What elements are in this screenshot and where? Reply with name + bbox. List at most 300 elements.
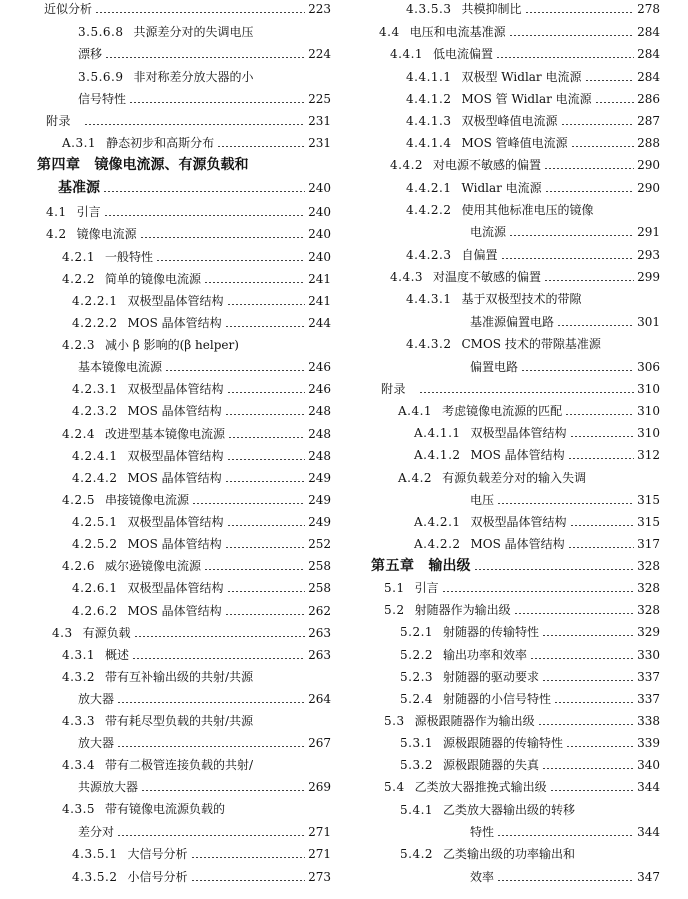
toc-entry[interactable]: [384, 577, 660, 599]
toc-entry-number: A.4.2.1: [414, 515, 461, 529]
toc-entry-number: 5.3.1: [400, 736, 434, 750]
toc-entry-title: 射随器的驱动要求: [443, 670, 540, 684]
toc-entry-title: 特性: [470, 825, 495, 839]
toc-entry-title: 带有互补输出级的共射/共源: [105, 670, 254, 684]
toc-entry[interactable]: [62, 268, 331, 290]
toc-entry-title: 简单的镜像电流源: [105, 272, 202, 286]
toc-entry-page: 241: [308, 272, 331, 286]
toc-entry[interactable]: [62, 798, 225, 820]
toc-entry[interactable]: [400, 644, 660, 666]
dot-leader: [104, 215, 305, 216]
toc-entry-page: 240: [308, 250, 331, 264]
toc-entry-number: 5.2.2: [400, 648, 434, 662]
toc-entry-title: 双极型晶体管结构: [127, 382, 224, 396]
toc-entry[interactable]: [414, 444, 660, 466]
dot-leader: [542, 680, 634, 681]
dot-leader: [225, 547, 305, 548]
toc-entry-number: 4.2: [46, 227, 67, 241]
toc-entry-page: 338: [637, 714, 660, 728]
toc-entry-page: 263: [308, 626, 331, 640]
toc-entry-number: A.4.2: [398, 471, 433, 485]
toc-entry[interactable]: [62, 132, 331, 154]
toc-entry-page: 262: [308, 604, 331, 618]
toc-entry[interactable]: [398, 400, 660, 422]
toc-entry-number: 5.2.4: [400, 692, 434, 706]
toc-entry[interactable]: [72, 866, 331, 888]
toc-entry[interactable]: [72, 290, 331, 312]
toc-entry-number: 4.4.1: [390, 47, 424, 61]
toc-entry[interactable]: [62, 334, 239, 356]
toc-entry-page: 252: [308, 537, 331, 551]
toc-entry-page: 271: [308, 847, 331, 861]
toc-entry-number: 4.3.2: [62, 670, 96, 684]
toc-entry[interactable]: [72, 577, 331, 599]
toc-entry-page: 244: [308, 316, 331, 330]
toc-entry-number: 4.2.5.2: [72, 537, 118, 551]
toc-entry-number: 4.1: [46, 205, 67, 219]
toc-entry-number: A.3.1: [62, 136, 97, 150]
dot-leader: [228, 437, 305, 438]
toc-entry-page: 258: [308, 581, 331, 595]
toc-entry-title: 有源负载差分对的输入失调: [442, 471, 587, 485]
toc-entry-title: 射随器作为输出级: [414, 603, 511, 617]
dot-leader: [474, 569, 635, 570]
toc-entry[interactable]: [400, 843, 575, 865]
toc-entry-page: 337: [637, 692, 660, 706]
toc-entry[interactable]: [406, 88, 660, 110]
toc-entry-page: 329: [637, 625, 660, 639]
toc-entry-number: A.4.2.2: [414, 537, 461, 551]
toc-entry-number: 第四章: [37, 157, 81, 173]
toc-entry[interactable]: [406, 199, 594, 221]
dot-leader: [141, 790, 305, 791]
dot-leader: [227, 459, 306, 460]
toc-entry-number: A.4.1: [398, 404, 433, 418]
toc-entry-number: 5.4.1: [400, 803, 434, 817]
toc-entry[interactable]: [62, 489, 331, 511]
toc-entry-title: 射随器的小信号特性: [443, 692, 552, 706]
dot-leader: [84, 124, 305, 125]
toc-entry-title: 差分对: [78, 825, 115, 839]
toc-entry-number: A.4.1.1: [414, 426, 461, 440]
dot-leader: [544, 280, 634, 281]
toc-entry[interactable]: [78, 66, 254, 88]
dot-leader: [514, 613, 634, 614]
toc-entry-title: 输出功率和效率: [443, 648, 528, 662]
toc-entry-title: 使用其他标准电压的镜像: [461, 203, 594, 217]
toc-entry-number: 4.2.5: [62, 493, 96, 507]
toc-entry-number: 4.3.5.3: [406, 2, 452, 16]
toc-entry-title: MOS 晶体管结构: [127, 537, 222, 551]
toc-entry-page: 284: [637, 47, 660, 61]
toc-entry-number: 4.3.1: [62, 648, 96, 662]
toc-entry-page: 248: [308, 404, 331, 418]
toc-chapter-entry[interactable]: [371, 555, 660, 577]
toc-entry-number: 4.4.2: [390, 158, 424, 172]
dot-leader: [156, 260, 305, 261]
toc-entry-page: 246: [308, 382, 331, 396]
toc-entry-title: 双极型峰值电流源: [461, 114, 558, 128]
toc-entry[interactable]: [406, 110, 660, 132]
toc-entry-title: 带有二极管连接负载的共射/: [105, 758, 254, 772]
toc-entry-number: 4.2.6.1: [72, 581, 118, 595]
dot-leader: [530, 658, 634, 659]
toc-entry-page: 224: [308, 47, 331, 61]
toc-entry-number: 3.5.6.8: [78, 25, 124, 39]
toc-entry-number: 第五章: [371, 558, 415, 574]
toc-entry-title: 共模抑制比: [461, 2, 522, 16]
toc-entry[interactable]: [78, 356, 331, 378]
dot-leader: [192, 503, 305, 504]
toc-entry-title: 考虑镜像电流源的匹配: [442, 404, 563, 418]
toc-entry-number: 附录: [46, 114, 72, 128]
toc-entry-title: MOS 管峰值电流源: [461, 136, 568, 150]
toc-entry[interactable]: [400, 799, 575, 821]
toc-entry-number: 4.2.4.1: [72, 449, 118, 463]
toc-entry-number: 4.4.2.1: [406, 181, 452, 195]
toc-right-column: [344, 0, 688, 899]
toc-entry-number: 4.4: [379, 25, 400, 39]
dot-leader: [227, 525, 306, 526]
dot-leader: [557, 325, 634, 326]
toc-entry[interactable]: [78, 776, 331, 798]
dot-leader: [554, 702, 634, 703]
toc-entry-number: 4.4.1.3: [406, 114, 452, 128]
toc-entry-title: 基本镜像电流源: [78, 360, 163, 374]
toc-entry-page: 347: [637, 870, 660, 884]
toc-entry[interactable]: [470, 311, 660, 333]
toc-entry-title: 双极型晶体管结构: [127, 515, 224, 529]
toc-entry[interactable]: [78, 88, 331, 110]
toc-entry-number: 4.2.2.2: [72, 316, 118, 330]
toc-entry[interactable]: [400, 621, 660, 643]
toc-entry[interactable]: [78, 21, 254, 43]
toc-entry[interactable]: [46, 110, 331, 132]
toc-entry-number: 4.4.1.1: [406, 70, 452, 84]
toc-entry-page: 293: [637, 248, 660, 262]
toc-entry-page: 271: [308, 825, 331, 839]
toc-entry-number: 4.2.5.1: [72, 515, 118, 529]
dot-leader: [497, 835, 634, 836]
toc-entry-page: 264: [308, 692, 331, 706]
toc-entry[interactable]: [62, 754, 253, 776]
dot-leader: [225, 414, 305, 415]
toc-entry[interactable]: [46, 201, 331, 223]
toc-entry-page: 315: [637, 493, 660, 507]
toc-entry-title: 威尔逊镜像电流源: [105, 559, 202, 573]
toc-entry[interactable]: [62, 246, 331, 268]
dot-leader: [497, 880, 634, 881]
toc-entry-page: 344: [637, 825, 660, 839]
toc-entry-page: 301: [637, 315, 660, 329]
toc-entry-number: 4.4.2.3: [406, 248, 452, 262]
toc-entry-title: 双极型晶体管结构: [127, 449, 224, 463]
toc-entry-page: 241: [308, 294, 331, 308]
toc-entry-page: 328: [637, 581, 660, 595]
toc-entry-number: 5.1: [384, 581, 405, 595]
dot-leader: [496, 57, 634, 58]
toc-entry[interactable]: [72, 533, 331, 555]
dot-leader: [570, 525, 635, 526]
toc-entry-page: 284: [637, 25, 660, 39]
toc-entry[interactable]: [72, 843, 331, 865]
toc-entry-page: 225: [308, 92, 331, 106]
dot-leader: [497, 503, 634, 504]
dot-leader: [217, 146, 305, 147]
dot-leader: [509, 35, 634, 36]
toc-entry-title: 改进型基本镜像电流源: [105, 427, 226, 441]
toc-entry-page: 240: [308, 227, 331, 241]
toc-entry-page: 249: [308, 471, 331, 485]
toc-entry-page: 248: [308, 449, 331, 463]
toc-entry-title: 一般特性: [105, 250, 154, 264]
toc-entry-title: Widlar 电流源: [461, 181, 542, 195]
toc-entry[interactable]: [72, 445, 331, 467]
toc-entry-page: 312: [637, 448, 660, 462]
toc-entry[interactable]: [72, 511, 331, 533]
toc-chapter-entry[interactable]: [37, 154, 249, 176]
toc-entry[interactable]: [390, 266, 660, 288]
toc-entry-number: 4.2.4.2: [72, 471, 118, 485]
toc-entry[interactable]: [400, 688, 660, 710]
dot-leader: [419, 392, 634, 393]
toc-entry-page: 340: [637, 758, 660, 772]
dot-leader: [191, 857, 306, 858]
toc-entry-title: 大信号分析: [127, 847, 188, 861]
toc-entry-number: 4.2.2.1: [72, 294, 118, 308]
toc-entry-title: CMOS 技术的带隙基准源: [461, 337, 601, 351]
dot-leader: [595, 102, 634, 103]
toc-entry-title: 双极型 Widlar 电流源: [461, 70, 582, 84]
dot-leader: [570, 436, 635, 437]
toc-entry-number: 4.2.4: [62, 427, 96, 441]
toc-entry[interactable]: [406, 244, 660, 266]
toc-entry-title: MOS 晶体管结构: [127, 604, 222, 618]
dot-leader: [165, 370, 305, 371]
toc-entry-page: 310: [637, 404, 660, 418]
toc-entry[interactable]: [62, 710, 253, 732]
toc-entry[interactable]: [390, 43, 660, 65]
toc-chapter-entry[interactable]: [58, 177, 331, 199]
dot-leader: [544, 168, 634, 169]
toc-entry[interactable]: [78, 732, 331, 754]
dot-leader: [95, 12, 305, 13]
toc-entry-number: 4.4.3: [390, 270, 424, 284]
toc-entry[interactable]: [406, 66, 660, 88]
toc-entry-title: MOS 晶体管结构: [470, 537, 565, 551]
dot-leader: [521, 370, 634, 371]
toc-entry[interactable]: [400, 754, 660, 776]
toc-entry-title: 镜像电流源、有源负载和: [94, 157, 249, 173]
toc-entry-title: 引言: [414, 581, 439, 595]
toc-entry-page: 315: [637, 515, 660, 529]
toc-entry-title: 双极型晶体管结构: [127, 294, 224, 308]
dot-leader: [568, 458, 634, 459]
dot-leader: [204, 282, 305, 283]
toc-entry[interactable]: [78, 43, 331, 65]
toc-entry-page: 240: [308, 181, 331, 195]
toc-entry[interactable]: [72, 312, 331, 334]
toc-entry-title: 放大器: [78, 736, 115, 750]
dot-leader: [129, 102, 305, 103]
toc-entry[interactable]: [414, 533, 660, 555]
toc-entry[interactable]: [470, 866, 660, 888]
toc-entry[interactable]: [62, 423, 331, 445]
toc-entry-page: 278: [637, 2, 660, 16]
toc-entry-number: 4.2.6: [62, 559, 96, 573]
toc-entry[interactable]: [390, 154, 660, 176]
toc-entry-number: 3.5.6.9: [78, 70, 124, 84]
toc-entry[interactable]: [381, 378, 660, 400]
dot-leader: [227, 392, 306, 393]
toc-entry-title: 偏置电路: [470, 360, 519, 374]
toc-entry-page: 240: [308, 205, 331, 219]
dot-leader: [509, 235, 634, 236]
dot-leader: [225, 326, 305, 327]
toc-entry-title: 电压和电流基准源: [409, 25, 506, 39]
toc-entry[interactable]: [44, 0, 331, 20]
toc-entry-title: 乙类放大器推挽式输出级: [414, 780, 547, 794]
toc-entry-title: 静态初步和高斯分布: [106, 136, 215, 150]
toc-entry-number: 4.3.5: [62, 802, 96, 816]
toc-entry-number: 4.4.1.2: [406, 92, 452, 106]
toc-entry-page: 290: [637, 181, 660, 195]
toc-entry[interactable]: [406, 0, 660, 20]
toc-entry-number: 5.2: [384, 603, 405, 617]
toc-entry[interactable]: [62, 644, 331, 666]
dot-leader: [542, 768, 634, 769]
toc-entry-page: 223: [308, 2, 331, 16]
toc-entry[interactable]: [52, 622, 331, 644]
toc-entry-title: 信号特性: [78, 92, 127, 106]
toc-entry-page: 246: [308, 360, 331, 374]
toc-entry[interactable]: [384, 599, 660, 621]
toc-entry[interactable]: [414, 422, 660, 444]
toc-entry-number: 4.4.3.1: [406, 292, 452, 306]
toc-entry-title: 乙类放大器输出级的转移: [443, 803, 576, 817]
toc-entry[interactable]: [46, 223, 331, 245]
dot-leader: [568, 547, 634, 548]
toc-entry-number: 4.2.1: [62, 250, 96, 264]
toc-entry-number: 4.2.2: [62, 272, 96, 286]
toc-entry[interactable]: [379, 21, 660, 43]
toc-entry[interactable]: [400, 666, 660, 688]
dot-leader: [501, 258, 635, 259]
toc-entry[interactable]: [398, 467, 586, 489]
toc-entry-title: 近似分析: [44, 2, 93, 16]
dot-leader: [550, 790, 634, 791]
toc-entry-title: 减小 β 影响的(β helper): [105, 338, 239, 352]
toc-entry-page: 291: [637, 225, 660, 239]
toc-entry-title: 有源负载: [82, 626, 131, 640]
toc-entry-page: 306: [637, 360, 660, 374]
toc-entry[interactable]: [78, 688, 331, 710]
toc-entry-number: 5.4.2: [400, 847, 434, 861]
toc-entry[interactable]: [470, 489, 660, 511]
toc-entry-number: 4.4.2.2: [406, 203, 452, 217]
toc-entry-title: 乙类输出级的功率输出和: [443, 847, 576, 861]
toc-entry-page: 328: [637, 559, 660, 573]
dot-leader: [134, 636, 305, 637]
toc-entry[interactable]: [400, 732, 660, 754]
dot-leader: [225, 614, 305, 615]
dot-leader: [525, 12, 635, 13]
toc-entry-number: 4.3.5.1: [72, 847, 118, 861]
toc-entry-title: 双极型晶体管结构: [127, 581, 224, 595]
toc-entry[interactable]: [406, 132, 660, 154]
toc-entry[interactable]: [62, 555, 331, 577]
toc-entry[interactable]: [72, 467, 331, 489]
toc-entry-page: 248: [308, 427, 331, 441]
toc-entry-title: 源极跟随器的传输特性: [443, 736, 564, 750]
toc-entry-title: 带有耗尽型负载的共射/共源: [105, 714, 254, 728]
toc-entry-title: MOS 管 Widlar 电流源: [461, 92, 592, 106]
dot-leader: [117, 835, 305, 836]
toc-entry-page: 344: [637, 780, 660, 794]
dot-leader: [132, 658, 305, 659]
dot-leader: [442, 591, 634, 592]
toc-entry[interactable]: [406, 177, 660, 199]
toc-entry[interactable]: [72, 378, 331, 400]
toc-entry[interactable]: [384, 710, 660, 732]
toc-entry-title: 基准源: [58, 180, 100, 196]
toc-entry[interactable]: [72, 400, 331, 422]
toc-entry-page: 328: [637, 603, 660, 617]
toc-entry-page: 310: [637, 426, 660, 440]
toc-entry-page: 249: [308, 493, 331, 507]
toc-entry-number: 4.2.3: [62, 338, 96, 352]
toc-entry-page: 330: [637, 648, 660, 662]
toc-entry-number: A.4.1.2: [414, 448, 461, 462]
toc-entry-page: 269: [308, 780, 331, 794]
toc-entry-title: 低电流偏置: [433, 47, 494, 61]
toc-entry-page: 249: [308, 515, 331, 529]
toc-entry-title: 串接镜像电流源: [105, 493, 190, 507]
toc-entry-title: 电压: [470, 493, 495, 507]
toc-entry-title: 输出级: [428, 558, 471, 574]
toc-entry-title: 双极型晶体管结构: [470, 426, 567, 440]
toc-entry[interactable]: [384, 776, 660, 798]
toc-entry[interactable]: [406, 333, 601, 355]
toc-entry[interactable]: [406, 288, 582, 310]
toc-entry-title: 共源差分对的失调电压: [133, 25, 254, 39]
dot-leader: [585, 80, 635, 81]
toc-entry-number: 4.4.1.4: [406, 136, 452, 150]
dot-leader: [565, 414, 634, 415]
dot-leader: [117, 746, 305, 747]
toc-entry-number: 4.3.3: [62, 714, 96, 728]
dot-leader: [227, 304, 306, 305]
toc-entry-page: 231: [308, 136, 331, 150]
toc-entry[interactable]: [62, 666, 253, 688]
toc-entry-number: 5.2.1: [400, 625, 434, 639]
toc-entry-number: 4.2.6.2: [72, 604, 118, 618]
toc-entry[interactable]: [78, 821, 331, 843]
toc-entry[interactable]: [470, 221, 660, 243]
toc-entry-page: 337: [637, 670, 660, 684]
toc-entry-page: 288: [637, 136, 660, 150]
toc-entry[interactable]: [470, 821, 660, 843]
dot-leader: [117, 702, 305, 703]
toc-entry-page: 258: [308, 559, 331, 573]
toc-entry-page: 273: [308, 870, 331, 884]
toc-entry-title: 共源放大器: [78, 780, 139, 794]
toc-entry-title: 非对称差分放大器的小: [133, 70, 254, 84]
toc-entry-number: 4.3.4: [62, 758, 96, 772]
toc-entry[interactable]: [72, 600, 331, 622]
toc-entry[interactable]: [470, 356, 660, 378]
toc-entry[interactable]: [414, 511, 660, 533]
